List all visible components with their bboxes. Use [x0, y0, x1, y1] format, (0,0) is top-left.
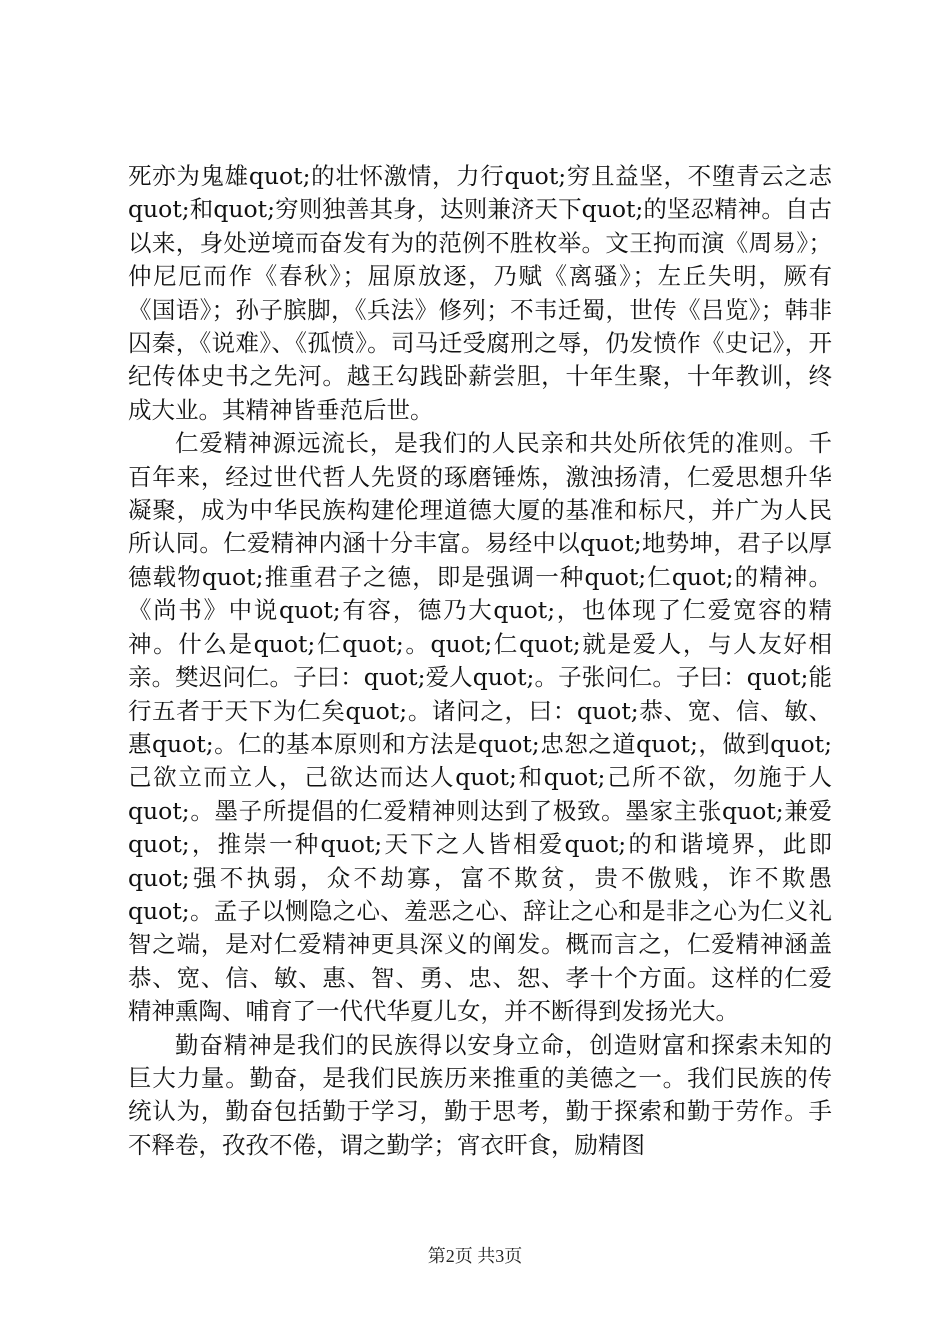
page-footer: 第2页 共3页: [427, 1246, 523, 1266]
paragraph-2: 仁爱精神源远流长，是我们的人民亲和共处所依凭的准则。千百年来，经过世代哲人先贤的琢磨锤炼，激浊扬清，仁爱思想升华凝聚，成为中华民族构建伦理道德大厦的基准和标尺，并广为人民所认同。仁爱精神内涵十分丰富。易经中以quot;地势坤，君子以厚德载物quot;推重君子之德，即是强调一种quot;仁quot;的精神。《尚书》中说quot;有容，德乃大quot;，也体现了仁爱宽容的精神。什么是quot;仁quot;。quot;仁quot;就是爱人，与人友好相亲。樊迟问仁。子曰：quot;爱人quot;。子张问仁。子曰：quot;能行五者于天下为仁矣quot;。诸问之，曰：quot;恭、宽、信、敏、惠quot;。仁的基本原则和方法是quot;忠恕之道quot;，做到quot;己欲立而立人，己欲达而达人quot;和quot;己所不欲，勿施于人quot;。墨子所提倡的仁爱精神则达到了极致。墨家主张quot;兼爱quot;，推崇一种quot;天下之人皆相爱quot;的和谐境界，此即quot;强不执弱，众不劫寡，富不欺贫，贵不傲贱，诈不欺愚quot;。孟子以恻隐之心、羞恶之心、辞让之心和是非之心为仁义礼智之端，是对仁爱精神更具深义的阐发。概而言之，仁爱精神涵盖恭、宽、信、敏、惠、智、勇、忠、恕、孝十个方面。这样的仁爱精神熏陶、哺育了一代代华夏儿女，并不断得到发扬光大。: [128, 429, 832, 1026]
paragraph-1: 死亦为鬼雄quot;的壮怀激情，力行quot;穷且益坚，不堕青云之志quot;和quot;穷则独善其身，达则兼济天下quot;的坚忍精神。自古以来，身处逆境而奋发有为的范例不胜枚举。文王拘而演《周易》；仲尼厄而作《春秋》；屈原放逐，乃赋《离骚》；左丘失明，厥有《国语》；孙子膑脚，《兵法》修列；不韦迁蜀，世传《吕览》；韩非囚秦，《说难》、《孤愤》。司马迁受腐刑之辱，仍发愤作《史记》，开纪传体史书之先河。越王勾践卧薪尝胆，十年生聚，十年教训，终成大业。其精神皆垂范后世。: [128, 162, 832, 424]
body-text: [128, 160, 832, 1162]
paragraph-3: 勤奋精神是我们的民族得以安身立命，创造财富和探索未知的巨大力量。勤奋，是我们民族历来推重的美德之一。我们民族的传统认为，勤奋包括勤于学习，勤于思考，勤于探索和勤于劳作。手不释卷，孜孜不倦，谓之勤学；宵衣旰食，励精图: [128, 1030, 832, 1159]
